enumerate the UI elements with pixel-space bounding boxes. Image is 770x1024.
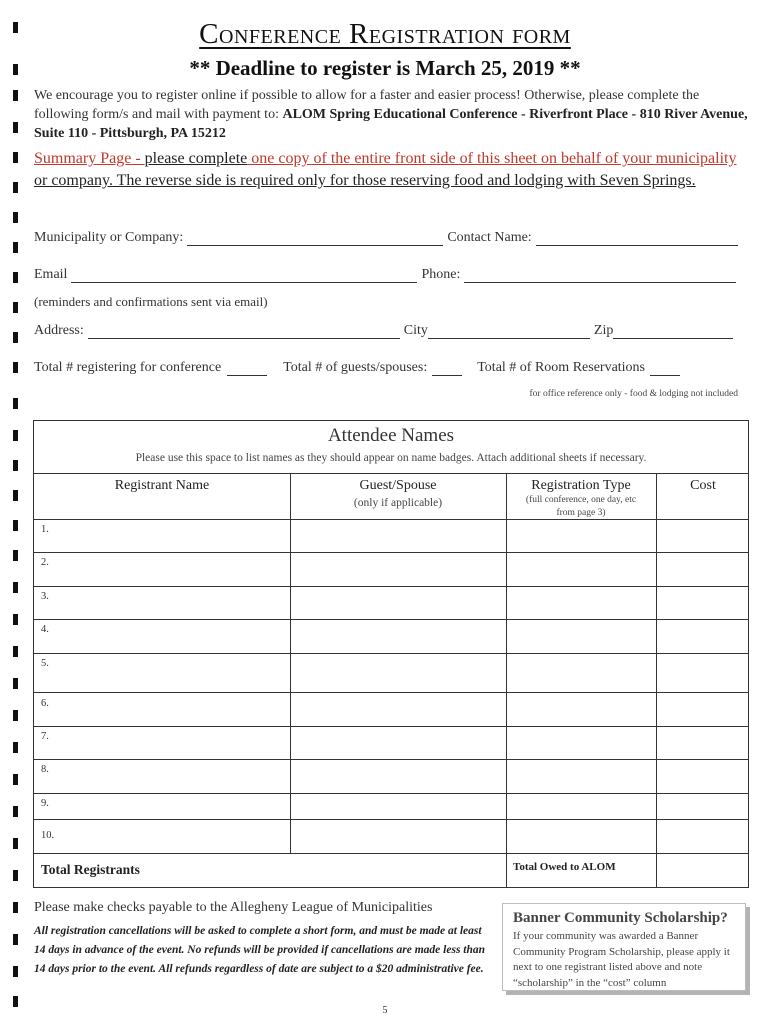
edge-mark [13, 934, 18, 945]
total-rooms-label: Total # of Room Reservations [477, 360, 646, 375]
row-divider [34, 519, 748, 520]
row-number: 4. [41, 624, 49, 635]
checks-payable-note: Please make checks payable to the Allegheny League of Municipalities [34, 900, 433, 915]
page-number: 5 [382, 1005, 388, 1016]
edge-mark [13, 646, 18, 657]
col-registration-type: Registration Type [531, 478, 631, 493]
row-divider [34, 793, 748, 794]
address-label: Address: [34, 323, 84, 338]
row-number: 10. [41, 830, 55, 841]
summary-one-copy: one copy of the entire front side of this sheet on behalf of your municipality [247, 150, 737, 167]
edge-mark [13, 870, 18, 881]
cancellation-policy: All registration cancellations will be asked to complete a short form, and must be made at least 14 days in advance of the event. No refunds will be provided if cancellations are made less than 14 days prior to the event. All refunds regardless of date are subject to a $20 administrative fee. [34, 925, 486, 975]
edge-mark [13, 398, 18, 409]
mailing-address: ALOM Spring Educational Conference - Riverfront Place - 810 River Avenue, Suite 110 - Pittsburgh, PA 15212 [34, 107, 748, 141]
city-label: City [403, 323, 428, 338]
total-owed-label: Total Owed to ALOM [513, 861, 616, 873]
office-reference-note: for office reference only - food & lodging not included [529, 389, 738, 399]
summary-reverse-side: or company. The reverse side is required only for those reserving food and lodging with Seven Springs. [34, 172, 696, 189]
edge-mark [13, 614, 18, 625]
zip-label: Zip [593, 323, 614, 338]
edge-mark [13, 460, 18, 471]
row-number: 6. [41, 698, 49, 709]
col-cost: Cost [690, 478, 716, 493]
row-divider [34, 653, 748, 654]
edge-mark [13, 332, 18, 343]
total-rooms-field[interactable] [650, 361, 680, 376]
edge-mark [13, 902, 18, 913]
edge-mark [13, 362, 18, 373]
contact-name-field[interactable] [536, 231, 738, 246]
row-divider [34, 853, 748, 854]
email-label: Email [34, 267, 68, 282]
edge-mark [13, 182, 18, 193]
deadline-notice: ** Deadline to register is March 25, 2019 ** [189, 56, 581, 80]
intro-paragraph [34, 86, 748, 143]
email-note: (reminders and confirmations sent via email) [34, 294, 268, 309]
grid-vline [656, 473, 657, 887]
row-divider [34, 759, 748, 760]
row-number: 3. [41, 591, 49, 602]
edge-mark [13, 678, 18, 689]
address-field[interactable] [88, 324, 400, 339]
col-registrant-name: Registrant Name [114, 478, 210, 493]
edge-mark [13, 742, 18, 753]
row-divider [34, 726, 748, 727]
summary-instructions [34, 148, 746, 192]
attendee-names-subtitle: Please use this space to list names as they should appear on name badges. Attach additional sheets if necessary. [135, 452, 647, 464]
row-divider [34, 819, 748, 820]
contact-label: Contact Name: [447, 230, 532, 245]
municipality-label: Municipality or Company: [34, 230, 184, 245]
email-phone-row [34, 267, 748, 283]
row-number: 9. [41, 798, 49, 809]
edge-mark [13, 806, 18, 817]
banner-scholarship-text: If your community was awarded a Banner Community Program Scholarship, please apply it next to one registrant listed above and note “scholarship” in the “cost” column [513, 930, 730, 989]
grid-vline [290, 473, 291, 853]
row-divider [34, 619, 748, 620]
banner-scholarship-title: Banner Community Scholarship? [513, 910, 728, 926]
total-guests-field[interactable] [432, 361, 462, 376]
col-guest-spouse-note: (only if applicable) [353, 497, 443, 509]
phone-label: Phone: [421, 267, 461, 282]
municipality-field[interactable] [187, 231, 443, 246]
edge-mark [13, 966, 18, 977]
city-field[interactable] [428, 324, 590, 339]
banner-scholarship-box [502, 903, 746, 991]
edge-mark [13, 90, 18, 101]
intro-text: We encourage you to register online if possible to allow for a faster and easier process! Otherwise, please complete the following form/s and mail with payment to: [34, 88, 700, 122]
edge-mark [13, 430, 18, 441]
row-number: 7. [41, 731, 49, 742]
total-registering-label: Total # registering for conference [34, 360, 222, 375]
col-guest-spouse: Guest/Spouse [359, 478, 437, 493]
email-field[interactable] [71, 268, 417, 283]
edge-mark [13, 550, 18, 561]
address-row [34, 323, 748, 339]
total-guests-label: Total # of guests/spouses: [283, 360, 428, 375]
attendee-names-title: Attendee Names [327, 425, 455, 446]
page-title: Conference Registration form [199, 18, 571, 50]
summary-please-complete: please complete [144, 150, 248, 167]
row-number: 5. [41, 658, 49, 669]
row-divider [34, 586, 748, 587]
edge-mark [13, 520, 18, 531]
row-divider [34, 692, 748, 693]
edge-mark [13, 838, 18, 849]
row-number: 1. [41, 524, 49, 535]
header-divider [34, 473, 748, 474]
edge-mark [13, 302, 18, 313]
total-registrants-label: Total Registrants [41, 862, 140, 877]
row-divider [34, 552, 748, 553]
edge-mark [13, 774, 18, 785]
col-registration-type-note: (full conference, one day, etc from page 3) [525, 495, 637, 518]
edge-mark [13, 272, 18, 283]
municipality-contact-row [34, 230, 748, 246]
zip-field[interactable] [613, 324, 733, 339]
row-number: 2. [41, 557, 49, 568]
total-registering-field[interactable] [227, 361, 267, 376]
edge-mark [13, 212, 18, 223]
edge-mark [13, 582, 18, 593]
edge-mark [13, 242, 18, 253]
row-number: 8. [41, 764, 49, 775]
edge-mark [13, 152, 18, 163]
attendee-names-box [33, 420, 749, 888]
edge-mark [13, 490, 18, 501]
grid-vline [506, 473, 507, 887]
edge-mark [13, 710, 18, 721]
edge-mark [13, 122, 18, 133]
totals-row [34, 360, 748, 376]
phone-field[interactable] [464, 268, 736, 283]
summary-page-label: Summary Page - [34, 150, 145, 167]
